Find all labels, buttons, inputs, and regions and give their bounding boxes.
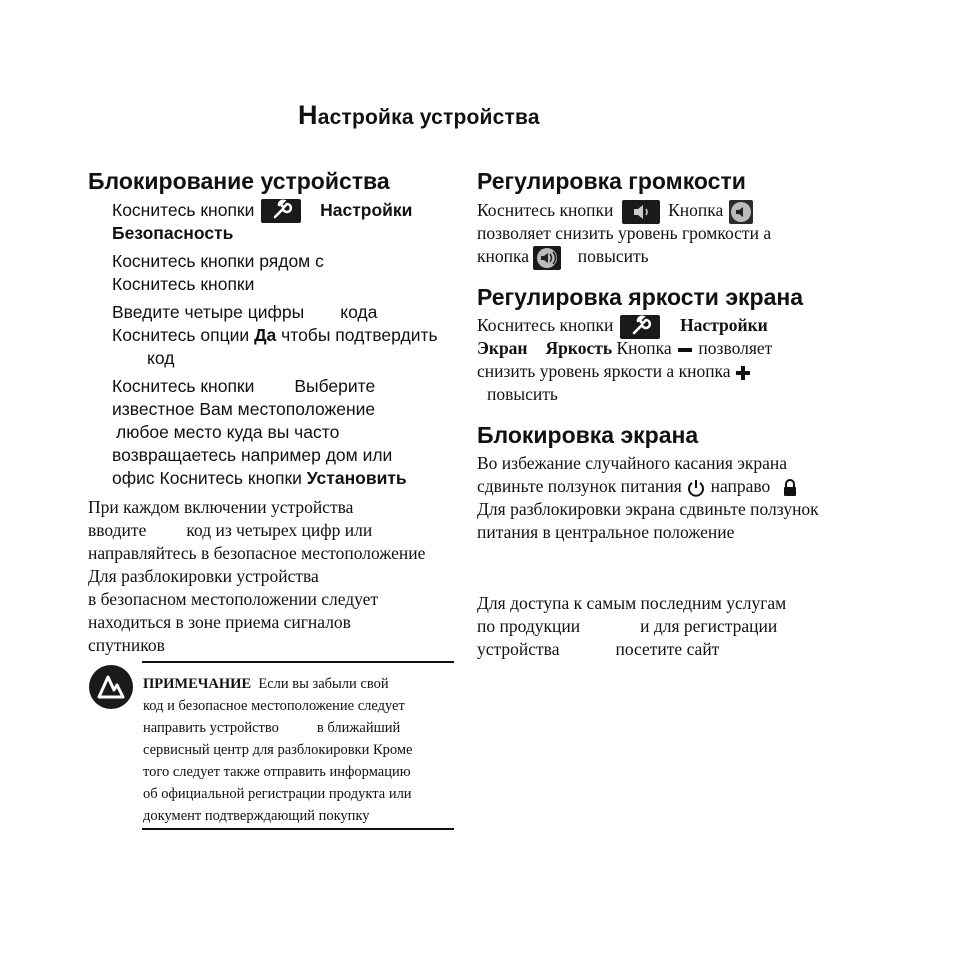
text: Кнопка: [616, 338, 672, 358]
paragraph-line: Во избежание случайного касания экрана: [477, 453, 787, 473]
text: позволяет: [698, 338, 773, 358]
security-label: Безопасность: [112, 223, 234, 243]
paragraph-line: [477, 245, 649, 270]
instruction-line: [112, 375, 375, 399]
wrench-icon: [261, 199, 301, 223]
paragraph-line: [477, 314, 768, 339]
paragraph-line: [477, 638, 719, 662]
instruction-line: любое место куда вы часто: [116, 422, 340, 442]
paragraph-line: находиться в зоне приема сигналов: [88, 612, 351, 632]
paragraph-line: повысить: [487, 384, 558, 404]
text: Коснитесь кнопки: [112, 376, 255, 396]
paragraph-line: питания в центральное положение: [477, 522, 735, 542]
text: вводите: [88, 520, 147, 540]
section-heading-screen-lock: Блокировка экрана: [477, 422, 699, 448]
settings-label: Настройки: [320, 200, 413, 220]
instruction-line: Коснитесь кнопки рядом с: [112, 251, 324, 271]
section-heading-volume: Регулировка громкости: [477, 168, 746, 194]
paragraph-line: [477, 475, 799, 499]
instruction-line: известное Вам местоположение: [112, 399, 376, 419]
page-title: [298, 100, 540, 131]
paragraph-line: спутников: [88, 635, 165, 655]
instruction-line: [112, 324, 438, 348]
section-heading-device-lock: Блокирование устройства: [88, 168, 390, 194]
instruction-line: код: [147, 348, 175, 368]
text: устройства: [477, 639, 560, 659]
text: кнопка: [477, 246, 529, 266]
text: снизить уровень яркости а кнопка: [477, 361, 731, 381]
text: направо: [710, 476, 771, 496]
paragraph-line: [477, 615, 777, 639]
power-icon: [686, 478, 706, 498]
text: Коснитесь кнопки: [477, 200, 614, 221]
text: Выберите: [294, 376, 376, 396]
paragraph-line: позволяет снизить уровень громкости а: [477, 223, 772, 243]
paragraph-line: в безопасном местоположении следует: [88, 589, 379, 609]
note-line: того следует также отправить информацию: [143, 764, 411, 780]
plus-icon: [735, 365, 751, 381]
instruction-line: возвращаетесь например дом или: [112, 445, 393, 465]
screen-label: Экран: [477, 338, 528, 358]
text: повысить: [577, 246, 649, 266]
text: Введите четыре цифры: [112, 302, 305, 322]
paragraph-line: [477, 360, 751, 384]
page-title-rest: астройка устройства: [317, 106, 540, 129]
note-line: [143, 673, 389, 695]
text: Коснитесь кнопки: [112, 200, 255, 220]
paragraph-line: Для разблокировки экрана сдвиньте ползунок: [477, 499, 819, 519]
text: по продукции: [477, 616, 581, 636]
text: сдвиньте ползунок питания: [477, 476, 682, 496]
paragraph-line: При каждом включении устройства: [88, 497, 354, 517]
note-line: сервисный центр для разблокировки Кроме: [143, 742, 413, 758]
note-line: [143, 717, 400, 739]
lock-icon: [781, 478, 799, 498]
note-warning-icon: [88, 664, 134, 710]
text: Коснитесь кнопки: [477, 315, 614, 335]
brightness-label: Яркость: [545, 338, 613, 358]
text: чтобы подтвердить: [281, 325, 438, 345]
text: Коснитесь опции: [112, 325, 250, 345]
text: кода: [340, 302, 378, 322]
note-line: код и безопасное местоположение следует: [143, 698, 405, 714]
instruction-line: [112, 199, 412, 223]
text: посетите сайт: [615, 639, 720, 659]
set-label: Установить: [306, 468, 407, 488]
yes-label: Да: [254, 325, 277, 345]
minus-icon: [678, 348, 692, 352]
text: Если вы забыли свой: [258, 676, 389, 692]
note-bottom-rule: [142, 828, 454, 830]
paragraph-line: направляйтесь в безопасное местоположение: [88, 543, 426, 563]
text: и для регистрации: [640, 616, 778, 636]
note-top-rule: [142, 661, 454, 663]
page-title-initial: Н: [298, 100, 318, 130]
volume-up-icon: [533, 246, 561, 270]
paragraph-line: Для доступа к самым последним услугам: [477, 593, 787, 613]
instruction-line: Коснитесь кнопки: [112, 274, 255, 294]
section-heading-brightness: Регулировка яркости экрана: [477, 284, 804, 310]
text: код из четырех цифр или: [186, 520, 373, 540]
wrench-icon: [620, 315, 660, 339]
note-line: об официальной регистрации продукта или: [143, 786, 412, 802]
instruction-line: [112, 301, 377, 325]
text: в ближайший: [316, 720, 401, 736]
text: офис Коснитесь кнопки: [112, 468, 302, 488]
note-label: ПРИМЕЧАНИЕ: [143, 676, 252, 692]
text: направить устройство: [143, 720, 279, 736]
paragraph-line: [477, 337, 772, 361]
note-line: документ подтверждающий покупку: [143, 808, 370, 824]
paragraph-line: [88, 519, 372, 543]
paragraph-line: Для разблокировки устройства: [88, 566, 319, 586]
text: Кнопка: [668, 200, 724, 221]
settings-label: Настройки: [680, 315, 768, 335]
volume-button-icon: [622, 200, 660, 224]
instruction-line: [112, 467, 407, 491]
